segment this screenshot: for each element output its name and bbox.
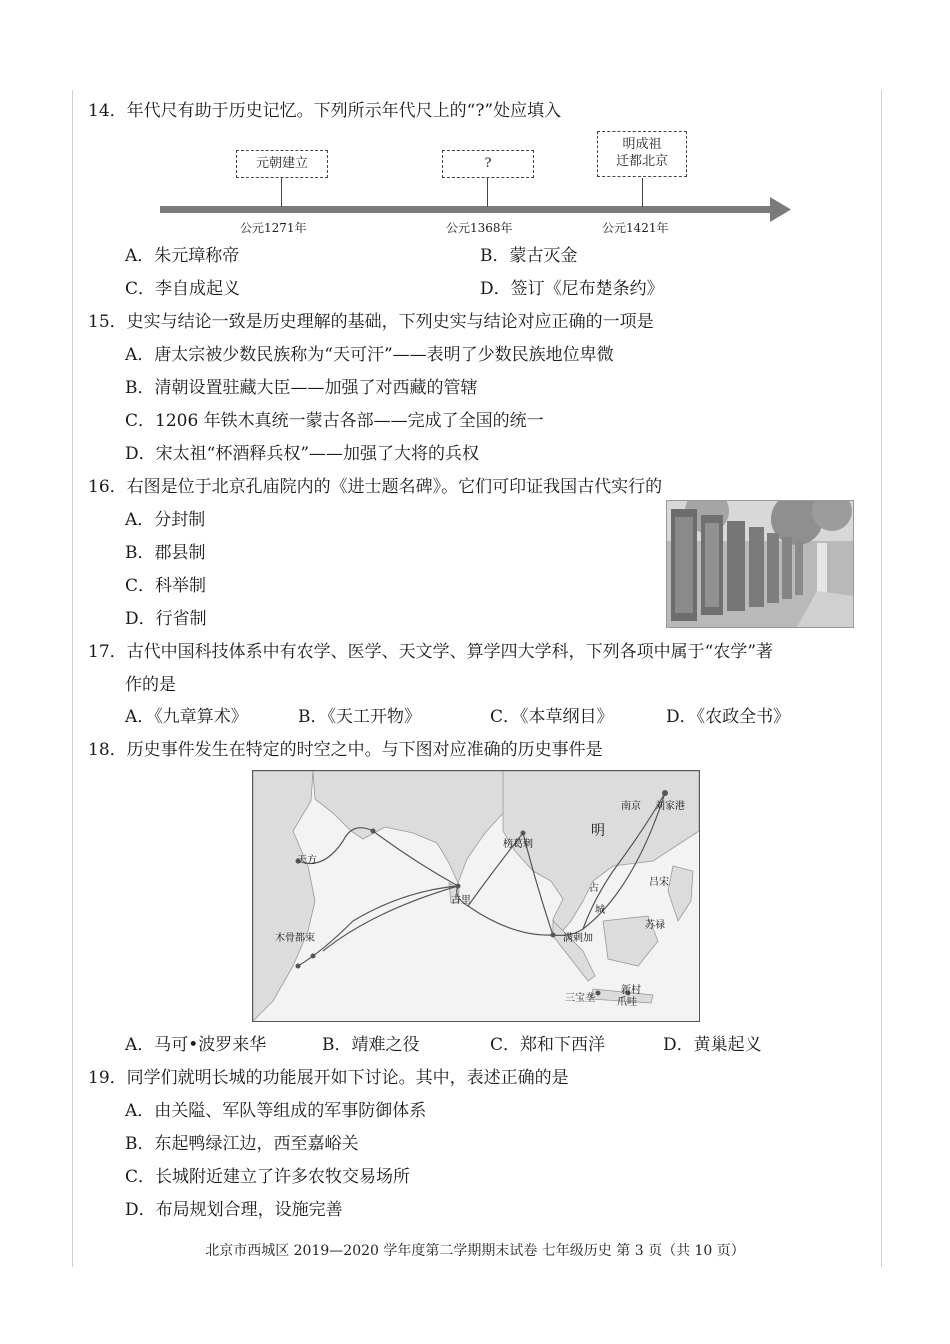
- q19-option-d[interactable]: D．布局规划合理，设施完善: [125, 1200, 343, 1220]
- q19-option-b[interactable]: B．东起鸭绿江边，西至嘉峪关: [125, 1134, 359, 1154]
- q14-option-a[interactable]: A．朱元璋称帝: [125, 246, 240, 266]
- timeline-label-1368: 公元1368年: [446, 221, 513, 235]
- q16-option-b[interactable]: B．郡县制: [125, 543, 206, 563]
- map-label-sanbaolong: 三宝垄: [565, 993, 595, 1004]
- q19-option-a[interactable]: A．由关隘、军队等组成的军事防御体系: [125, 1101, 427, 1121]
- q19-stem: 19．同学们就明长城的功能展开如下讨论。其中，表述正确的是: [88, 1068, 569, 1088]
- q14-option-b[interactable]: B．蒙古灭金: [480, 246, 578, 266]
- map-label-lvsong: 吕宋: [649, 877, 669, 888]
- timeline-box-beijing-line1: 明成祖: [622, 137, 662, 152]
- q15-option-b[interactable]: B．清朝设置驻藏大臣——加强了对西藏的管辖: [125, 378, 478, 398]
- timeline-box-yuan: 元朝建立: [236, 150, 328, 178]
- q18-option-b[interactable]: B．靖难之役: [322, 1035, 420, 1055]
- q17-stem-line1: 17．古代中国科技体系中有农学、医学、天文学、算学四大学科，下列各项中属于“农学”著: [88, 642, 774, 662]
- q18-option-d[interactable]: D．黄巢起义: [663, 1035, 762, 1055]
- map-label-sulu: 苏禄: [645, 920, 665, 931]
- map-label-mugudushu: 木骨都束: [275, 933, 315, 944]
- q15-option-d[interactable]: D．宋太祖“杯酒释兵权”——加强了大将的兵权: [125, 444, 480, 464]
- timeline-label-1421: 公元1421年: [602, 221, 669, 235]
- map-label-guli: 古里: [451, 895, 471, 906]
- map-label-zhaowa: 爪哇: [617, 997, 637, 1008]
- q16-option-d[interactable]: D．行省制: [125, 609, 207, 629]
- timeline-tick-1421: [642, 178, 643, 207]
- timeline-box-question: ?: [442, 150, 534, 178]
- map-label-xincun: 新村: [621, 985, 641, 996]
- q17-option-c[interactable]: C．《本草纲目》: [490, 707, 614, 727]
- q18-stem: 18．历史事件发生在特定的时空之中。与下图对应准确的历史事件是: [88, 740, 603, 760]
- timeline-label-1271: 公元1271年: [240, 221, 307, 235]
- q16-option-c[interactable]: C．科举制: [125, 576, 207, 596]
- q15-option-a[interactable]: A．唐太宗被少数民族称为“天可汗”——表明了少数民族地位卑微: [125, 345, 614, 365]
- timeline-tick-1368: [487, 177, 488, 207]
- map-label-tianfang: 天方: [297, 855, 317, 866]
- timeline-tick-1271: [281, 177, 282, 207]
- q15-stem: 15．史实与结论一致是历史理解的基础，下列史实与结论对应正确的一项是: [88, 312, 654, 332]
- map-label-ming: 明: [591, 823, 605, 839]
- q14-option-c[interactable]: C．李自成起义: [125, 279, 241, 299]
- map-label-banggela: 榜葛剌: [503, 839, 533, 850]
- q17-stem-line2: 作的是: [125, 675, 176, 695]
- q17-option-d[interactable]: D．《农政全书》: [666, 707, 791, 727]
- map-label-zhancheng-1: 占: [589, 883, 599, 894]
- q16-stem: 16．右图是位于北京孔庙院内的《进士题名碑》。它们可印证我国古代实行的: [88, 477, 663, 497]
- q19-option-c[interactable]: C．长城附近建立了许多农牧交易场所: [125, 1167, 411, 1187]
- q14-option-d[interactable]: D．签订《尼布楚条约》: [480, 279, 664, 299]
- q15-option-c[interactable]: C．1206 年铁木真统一蒙古各部——完成了全国的统一: [125, 411, 544, 431]
- stele-photo: [666, 500, 854, 628]
- q16-option-a[interactable]: A．分封制: [125, 510, 206, 530]
- q18-option-a[interactable]: A．马可•波罗来华: [125, 1035, 267, 1055]
- map-label-zhancheng-2: 城: [595, 905, 605, 916]
- map-label-manlajia: 满剌加: [563, 933, 593, 944]
- page-footer: 北京市西城区 2019—2020 学年度第二学期期末试卷 七年级历史 第 3 页（共 10 页）: [205, 1243, 745, 1259]
- q17-option-a[interactable]: A．《九章算术》: [125, 707, 248, 727]
- timeline-box-beijing: [597, 131, 687, 177]
- map-label-liujiagang: 刘家港: [655, 801, 685, 812]
- q17-option-b[interactable]: B．《天工开物》: [298, 707, 421, 727]
- timeline-box-beijing-line2: 迁都北京: [615, 154, 668, 169]
- q18-option-c[interactable]: C．郑和下西洋: [490, 1035, 606, 1055]
- zheng-he-voyage-map: [252, 770, 700, 1022]
- map-label-nanjing: 南京: [621, 801, 641, 812]
- q14-stem: 14．年代尺有助于历史记忆。下列所示年代尺上的“?”处应填入: [88, 101, 562, 121]
